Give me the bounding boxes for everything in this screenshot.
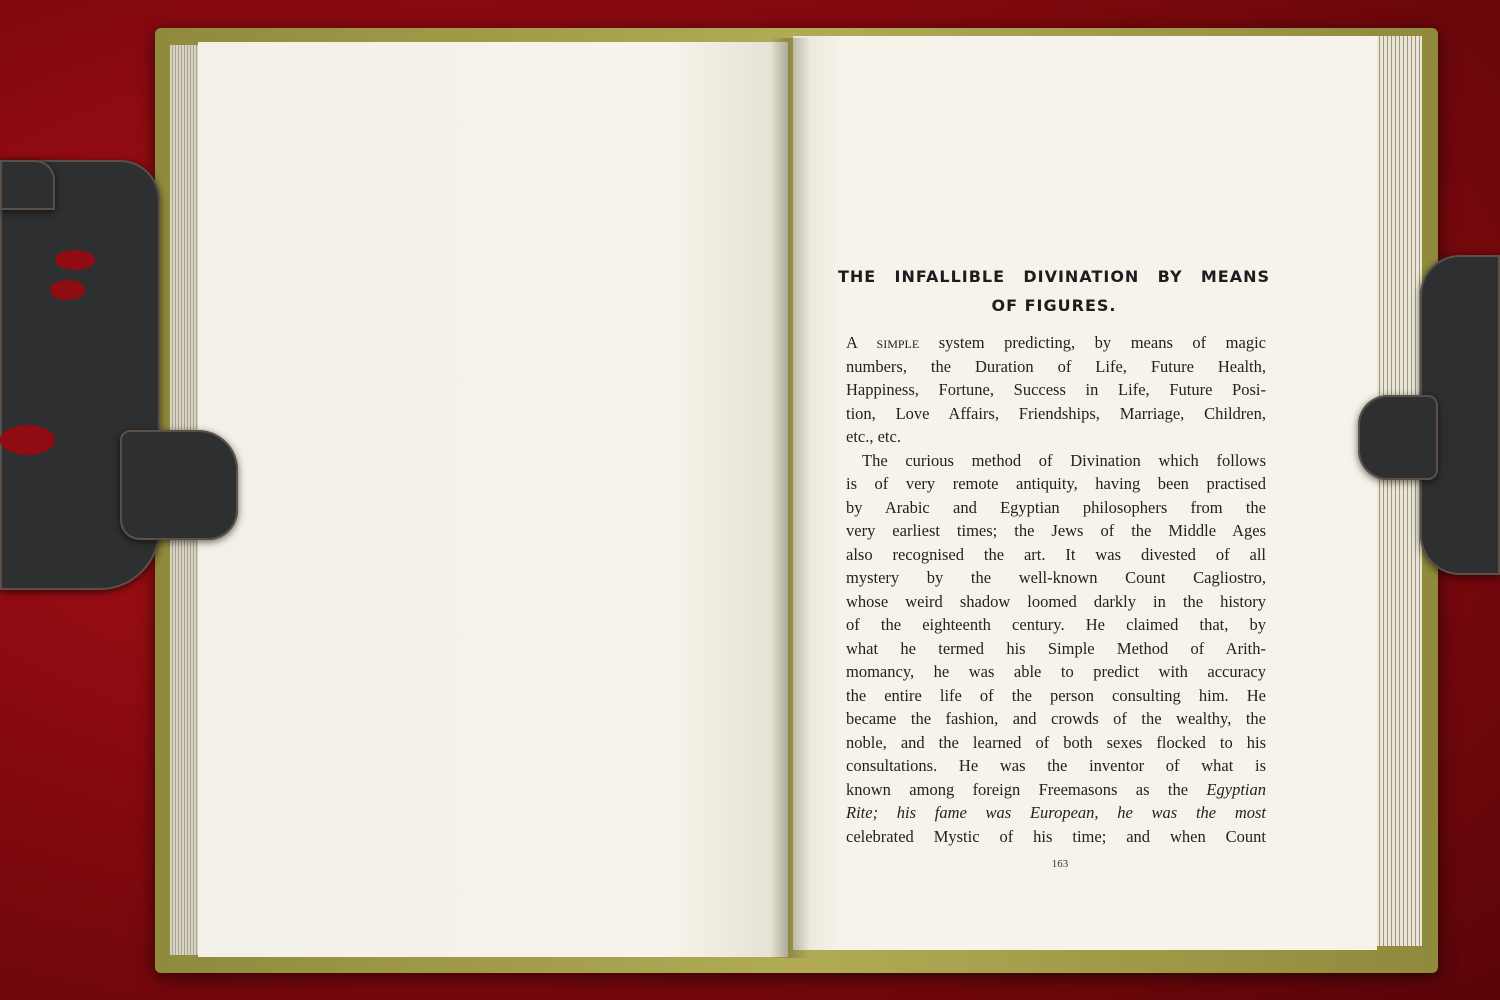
- text-line-content: Rite; his fame was European, he was the most: [846, 803, 1266, 822]
- text-line: very earliest times; the Jews of the Middle Ages: [846, 521, 1266, 540]
- text-line: Happiness, Fortune, Success in Life, Future Posi-: [846, 380, 1266, 399]
- chapter-heading-line-1: THE INFALLIBLE DIVINATION BY MEANS: [838, 267, 1270, 286]
- text-line: tion, Love Affairs, Friendships, Marriage, Children,: [846, 403, 1266, 423]
- chapter-heading-line-2: OF FIGURES.: [991, 296, 1117, 315]
- clip-hole: [0, 425, 55, 455]
- left-page-blank: [198, 42, 788, 957]
- text-line: became the fashion, and crowds of the wealthy, the: [846, 709, 1266, 728]
- left-page-clip-arm: [120, 430, 238, 540]
- page-number: 163: [1051, 858, 1069, 870]
- clip-hole: [50, 280, 85, 300]
- intro-small-caps: A simple: [846, 333, 920, 352]
- text-line: momancy, he was able to predict with accuracy: [846, 662, 1266, 681]
- text-line: celebrated Mystic of his time; and when Count: [846, 826, 1266, 846]
- page-body-text: [846, 331, 1266, 848]
- page-edges-right: [1372, 36, 1422, 946]
- text-line: [846, 331, 1266, 355]
- text-line: mystery by the well-known Count Cagliostro,: [846, 568, 1266, 587]
- text-line-content: system predicting, by means of magic: [938, 333, 1266, 352]
- right-page-clip-arm: [1358, 395, 1438, 480]
- clip-hole: [55, 250, 95, 270]
- text-line: what he termed his Simple Method of Arith-: [846, 638, 1266, 658]
- text-line: etc., etc.: [846, 427, 901, 446]
- book-gutter: [770, 38, 810, 958]
- text-line: the entire life of the person consulting him. He: [846, 685, 1266, 705]
- text-line: numbers, the Duration of Life, Future Health,: [846, 356, 1266, 376]
- text-line: [846, 778, 1266, 802]
- text-line: consultations. He was the inventor of what is: [846, 756, 1266, 775]
- text-line: whose weird shadow loomed darkly in the history: [846, 591, 1266, 611]
- text-line: noble, and the learned of both sexes flocked to his: [846, 732, 1266, 752]
- left-page-clip-top: [0, 160, 55, 210]
- text-line: [846, 801, 1266, 825]
- text-line: also recognised the art. It was divested of all: [846, 544, 1266, 564]
- text-line-content: known among foreign Freemasons as the: [846, 779, 1189, 799]
- text-line: is of very remote antiquity, having been practised: [846, 474, 1266, 493]
- text-line: of the eighteenth century. He claimed that, by: [846, 615, 1266, 634]
- chapter-heading: [838, 262, 1270, 320]
- italic-term: Egyptian: [1206, 779, 1266, 799]
- text-line: by Arabic and Egyptian philosophers from the: [846, 497, 1266, 517]
- text-line: The curious method of Divination which follows: [862, 450, 1266, 470]
